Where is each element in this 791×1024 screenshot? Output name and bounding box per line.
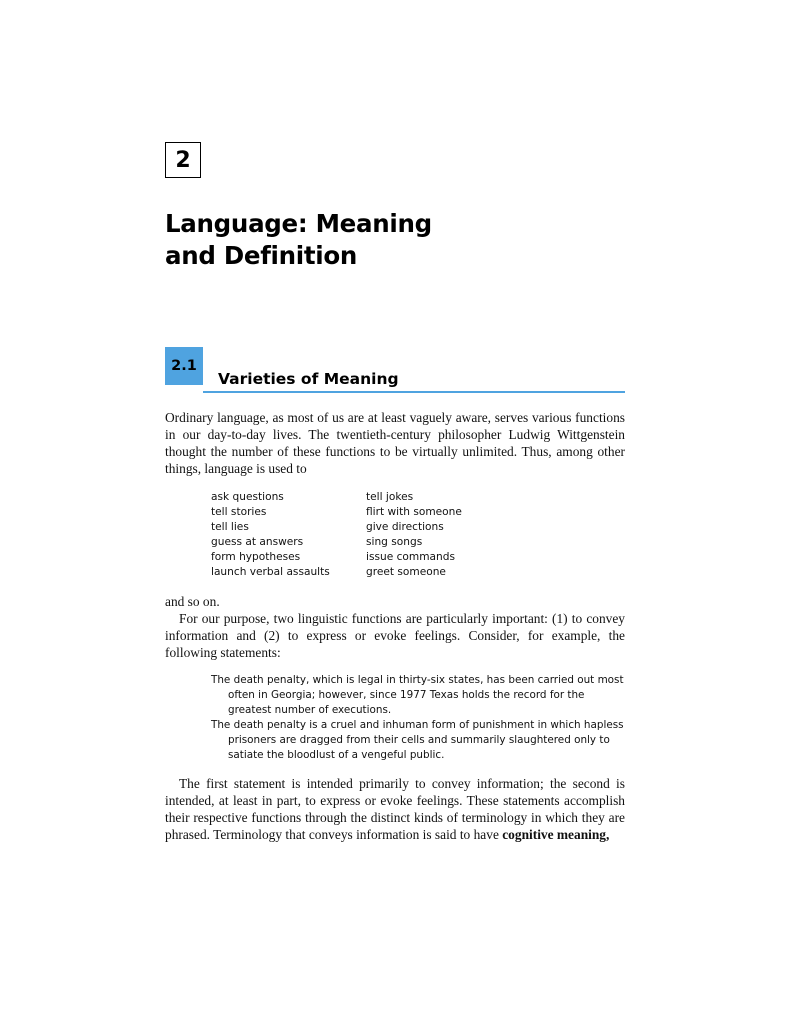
list-item: greet someone	[366, 566, 446, 578]
list-item: tell lies	[211, 521, 249, 533]
list-item: sing songs	[366, 536, 423, 548]
chapter-title-line-1: Language: Meaning	[165, 209, 432, 238]
list-item: give directions	[366, 521, 444, 533]
list-item: form hypotheses	[211, 551, 301, 563]
functions-list-column-b	[366, 490, 526, 580]
section-title: Varieties of Meaning	[218, 370, 399, 388]
list-item: ask questions	[211, 491, 284, 503]
closing-paragraph-text: The first statement is intended primarily to convey information; the second is intended, at least in part, to express or evoke feelings. These statements accomplish their respective functions through the distinct kinds of terminology in which they are phrased. Terminology that conveys information is said to have	[165, 776, 625, 842]
list-item: tell stories	[211, 506, 267, 518]
chapter-number: 2	[175, 147, 191, 173]
list-item: launch verbal assaults	[211, 566, 330, 578]
list-item: guess at answers	[211, 536, 304, 548]
functions-list-column-a	[211, 490, 361, 580]
list-item: issue commands	[366, 551, 455, 563]
section-number: 2.1	[171, 358, 197, 374]
purpose-paragraph: For our purpose, two linguistic functions are particularly important: (1) to convey information and (2) to express or evoke feelings. Consider, for example, the following statements:	[165, 611, 625, 660]
chapter-title	[165, 208, 635, 272]
example-statement-1: The death penalty, which is legal in thirty-six states, has been carried out most often in Georgia; however, since 1977 Texas holds the record for the greatest number of executions.	[211, 674, 624, 716]
list-item: tell jokes	[366, 491, 414, 503]
chapter-title-line-2: and Definition	[165, 241, 358, 270]
closing-paragraph	[165, 775, 625, 843]
section-number-badge	[165, 347, 203, 385]
intro-paragraph: Ordinary language, as most of us are at least vaguely aware, serves various functions in our day-to-day lives. The twentieth-century philosopher Ludwig Wittgenstein thought the number of these functions to be virtually unlimited. Thus, among other things, language is used to	[165, 410, 625, 476]
list-item: flirt with someone	[366, 506, 462, 518]
section-rule	[203, 391, 625, 393]
chapter-number-box	[165, 142, 201, 178]
cognitive-meaning-term: cognitive meaning,	[502, 827, 610, 842]
example-statement-2: The death penalty is a cruel and inhuman form of punishment in which hapless prisoners are dragged from their cells and summarily slaughtered only to satiate the bloodlust of a vengeful public.	[211, 719, 624, 761]
and-so-on-text: and so on.	[165, 594, 220, 609]
